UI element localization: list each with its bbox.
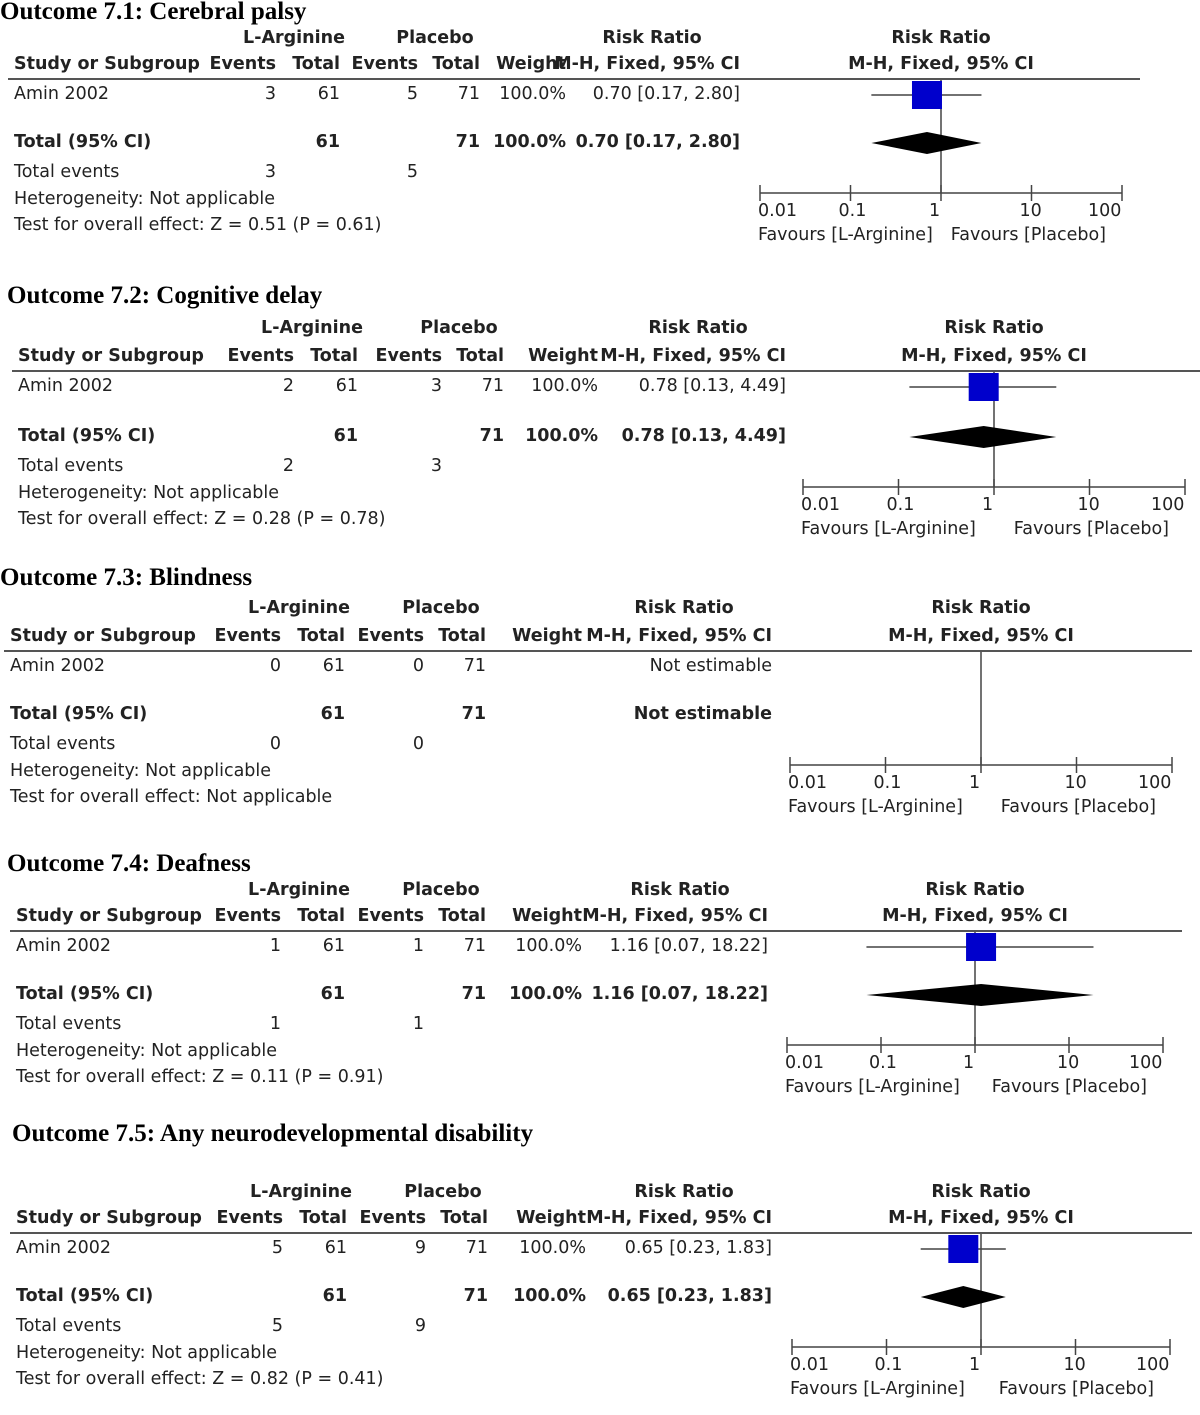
outcome-panel-2	[0, 282, 1200, 565]
exp-total-header: Total	[297, 626, 345, 646]
overall-effect-text: Test for overall effect: Not applicable	[10, 787, 333, 807]
ctrl-events-header: Events	[351, 54, 418, 74]
x-tick-label: 10	[1077, 495, 1100, 515]
study-exp-events: 0	[269, 656, 281, 676]
overall-effect-text: Test for overall effect: Z = 0.11 (P = 0.91)	[16, 1067, 384, 1087]
forest-rr-method-header: M-H, Fixed, 95% CI	[888, 626, 1074, 646]
rr-header: Risk Ratio	[630, 880, 730, 900]
total-events-exp: 3	[264, 162, 276, 182]
study-ctrl-events: 9	[414, 1238, 426, 1258]
total-events-label: Total events	[16, 1014, 122, 1034]
total-events-exp: 1	[269, 1014, 281, 1034]
forest-plot	[0, 1120, 1200, 1403]
forest-rr-method-header: M-H, Fixed, 95% CI	[882, 906, 1068, 926]
forest-rr-method-header: M-H, Fixed, 95% CI	[888, 1208, 1074, 1228]
study-ctrl-events: 1	[412, 936, 424, 956]
outcome-title: Outcome 7.2: Cognitive delay	[7, 282, 323, 309]
total-weight: 100.0%	[493, 132, 566, 152]
favours-left-label: Favours [L-Arginine]	[788, 797, 963, 817]
forest-rr-method-header: M-H, Fixed, 95% CI	[848, 54, 1034, 74]
study-exp-events: 5	[271, 1238, 283, 1258]
rr-method-header: M-H, Fixed, 95% CI	[554, 54, 740, 74]
x-tick-label: 10	[1057, 1053, 1080, 1073]
study-exp-events: 1	[269, 936, 281, 956]
favours-left-label: Favours [L-Arginine]	[790, 1379, 965, 1399]
ctrl-total-header: Total	[438, 906, 486, 926]
study-risk-ratio: Not estimable	[649, 656, 772, 676]
total-exp-total: 61	[322, 1286, 347, 1306]
outcome-panel-1	[0, 0, 1200, 281]
overall-effect-text: Test for overall effect: Z = 0.82 (P = 0.41)	[16, 1369, 384, 1389]
total-weight: 100.0%	[509, 984, 582, 1004]
study-exp-total: 61	[324, 1238, 347, 1258]
total-risk-ratio: 1.16 [0.07, 18.22]	[591, 984, 768, 1004]
rr-header: Risk Ratio	[634, 1182, 734, 1202]
total-events-label: Total events	[16, 1316, 122, 1336]
total-weight: 100.0%	[525, 426, 598, 446]
overall-effect-text: Test for overall effect: Z = 0.51 (P = 0.61)	[14, 215, 382, 235]
pooled-estimate-diamond	[909, 426, 1056, 448]
forest-rr-header: Risk Ratio	[931, 598, 1031, 618]
x-tick-label: 1	[969, 773, 981, 793]
outcome-title: Outcome 7.1: Cerebral palsy	[0, 0, 307, 25]
outcome-title: Outcome 7.3: Blindness	[0, 564, 253, 591]
weight-header: Weight	[496, 54, 566, 74]
total-ctrl-total: 71	[461, 984, 486, 1004]
rr-method-header: M-H, Fixed, 95% CI	[586, 626, 772, 646]
rr-header: Risk Ratio	[634, 598, 734, 618]
weight-header: Weight	[516, 1208, 586, 1228]
heterogeneity-text: Heterogeneity: Not applicable	[18, 483, 280, 503]
ctrl-events-header: Events	[357, 906, 424, 926]
rr-method-header: M-H, Fixed, 95% CI	[586, 1208, 772, 1228]
rr-method-header: M-H, Fixed, 95% CI	[600, 346, 786, 366]
study-ctrl-total: 71	[457, 84, 480, 104]
outcome-panel-3	[0, 564, 1200, 847]
x-tick-label: 10	[1064, 773, 1087, 793]
heterogeneity-text: Heterogeneity: Not applicable	[16, 1041, 278, 1061]
exp-events-header: Events	[214, 906, 281, 926]
favours-left-label: Favours [L-Arginine]	[801, 519, 976, 539]
study-risk-ratio: 0.65 [0.23, 1.83]	[624, 1238, 772, 1258]
study-name: Amin 2002	[16, 1238, 112, 1258]
total-ctrl-total: 71	[479, 426, 504, 446]
study-exp-total: 61	[322, 936, 345, 956]
total-risk-ratio: 0.70 [0.17, 2.80]	[575, 132, 740, 152]
x-tick-label: 100	[1088, 201, 1122, 221]
forest-rr-header: Risk Ratio	[944, 318, 1044, 338]
favours-left-label: Favours [L-Arginine]	[758, 225, 933, 245]
total-events-exp: 2	[282, 456, 294, 476]
total-events-label: Total events	[10, 734, 116, 754]
heterogeneity-text: Heterogeneity: Not applicable	[14, 189, 276, 209]
forest-rr-method-header: M-H, Fixed, 95% CI	[901, 346, 1087, 366]
weight-header: Weight	[512, 906, 582, 926]
total-events-label: Total events	[14, 162, 120, 182]
study-name: Amin 2002	[18, 376, 114, 396]
forest-rr-header: Risk Ratio	[931, 1182, 1031, 1202]
study-name: Amin 2002	[16, 936, 112, 956]
total-ctrl-total: 71	[461, 704, 486, 724]
x-tick-label: 0.01	[785, 1053, 824, 1073]
total-exp-total: 61	[320, 704, 345, 724]
total-events-exp: 0	[269, 734, 281, 754]
study-weight: 100.0%	[519, 1238, 586, 1258]
pooled-estimate-diamond	[921, 1286, 1006, 1308]
x-tick-label: 0.1	[874, 1355, 903, 1375]
pooled-estimate-diamond	[866, 984, 1093, 1006]
exp-total-header: Total	[310, 346, 358, 366]
ctrl-group-header: Placebo	[402, 598, 480, 618]
ctrl-total-header: Total	[456, 346, 504, 366]
exp-events-header: Events	[216, 1208, 283, 1228]
total-events-ctrl: 1	[412, 1014, 424, 1034]
x-tick-label: 10	[1019, 201, 1042, 221]
study-risk-ratio: 0.78 [0.13, 4.49]	[638, 376, 786, 396]
exp-events-header: Events	[214, 626, 281, 646]
weight-header: Weight	[528, 346, 598, 366]
overall-effect-text: Test for overall effect: Z = 0.28 (P = 0.78)	[18, 509, 386, 529]
exp-total-header: Total	[299, 1208, 347, 1228]
study-weight: 100.0%	[515, 936, 582, 956]
total-events-exp: 5	[271, 1316, 283, 1336]
study-risk-ratio: 0.70 [0.17, 2.80]	[592, 84, 740, 104]
pooled-estimate-diamond	[871, 132, 981, 154]
ctrl-group-header: Placebo	[420, 318, 498, 338]
study-point-estimate	[948, 1235, 978, 1263]
study-exp-events: 3	[264, 84, 276, 104]
total-exp-total: 61	[320, 984, 345, 1004]
study-column-header: Study or Subgroup	[16, 1208, 202, 1228]
rr-header: Risk Ratio	[602, 28, 702, 48]
exp-group-header: L-Arginine	[248, 880, 350, 900]
study-name: Amin 2002	[10, 656, 106, 676]
x-tick-label: 0.01	[790, 1355, 829, 1375]
x-tick-label: 0.01	[801, 495, 840, 515]
weight-header: Weight	[512, 626, 582, 646]
ctrl-events-header: Events	[357, 626, 424, 646]
total-exp-total: 61	[315, 132, 340, 152]
x-tick-label: 100	[1138, 773, 1172, 793]
study-ctrl-events: 3	[430, 376, 442, 396]
rr-method-header: M-H, Fixed, 95% CI	[582, 906, 768, 926]
total-label: Total (95% CI)	[18, 426, 156, 446]
heterogeneity-text: Heterogeneity: Not applicable	[16, 1343, 278, 1363]
rr-header: Risk Ratio	[648, 318, 748, 338]
x-tick-label: 0.01	[758, 201, 797, 221]
outcome-panel-4	[0, 850, 1200, 1133]
study-point-estimate	[966, 933, 996, 961]
total-label: Total (95% CI)	[16, 1286, 154, 1306]
total-events-ctrl: 3	[430, 456, 442, 476]
exp-total-header: Total	[292, 54, 340, 74]
exp-group-header: L-Arginine	[248, 598, 350, 618]
study-exp-total: 61	[335, 376, 358, 396]
heterogeneity-text: Heterogeneity: Not applicable	[10, 761, 272, 781]
total-label: Total (95% CI)	[16, 984, 154, 1004]
study-ctrl-total: 71	[463, 936, 486, 956]
study-column-header: Study or Subgroup	[16, 906, 202, 926]
total-exp-total: 61	[333, 426, 358, 446]
outcome-panel-5	[0, 1120, 1200, 1403]
x-tick-label: 100	[1136, 1355, 1170, 1375]
study-column-header: Study or Subgroup	[10, 626, 196, 646]
x-tick-label: 0.1	[873, 773, 902, 793]
exp-group-header: L-Arginine	[243, 28, 345, 48]
total-ctrl-total: 71	[463, 1286, 488, 1306]
favours-right-label: Favours [Placebo]	[998, 1379, 1154, 1399]
study-weight: 100.0%	[499, 84, 566, 104]
total-risk-ratio: 0.78 [0.13, 4.49]	[621, 426, 786, 446]
favours-right-label: Favours [Placebo]	[950, 225, 1106, 245]
total-weight: 100.0%	[513, 1286, 586, 1306]
total-label: Total (95% CI)	[14, 132, 152, 152]
ctrl-total-header: Total	[440, 1208, 488, 1228]
total-events-label: Total events	[18, 456, 124, 476]
ctrl-group-header: Placebo	[396, 28, 474, 48]
study-column-header: Study or Subgroup	[18, 346, 204, 366]
favours-right-label: Favours [Placebo]	[1013, 519, 1169, 539]
study-ctrl-events: 0	[412, 656, 424, 676]
x-tick-label: 100	[1151, 495, 1185, 515]
exp-total-header: Total	[297, 906, 345, 926]
outcome-title: Outcome 7.4: Deafness	[7, 850, 251, 877]
x-tick-label: 1	[982, 495, 994, 515]
study-exp-total: 61	[317, 84, 340, 104]
x-tick-label: 1	[963, 1053, 975, 1073]
favours-right-label: Favours [Placebo]	[991, 1077, 1147, 1097]
study-risk-ratio: 1.16 [0.07, 18.22]	[609, 936, 768, 956]
study-column-header: Study or Subgroup	[14, 54, 200, 74]
study-exp-events: 2	[282, 376, 294, 396]
x-tick-label: 0.1	[886, 495, 915, 515]
total-events-ctrl: 5	[406, 162, 418, 182]
total-events-ctrl: 0	[412, 734, 424, 754]
exp-group-header: L-Arginine	[261, 318, 363, 338]
study-weight: 100.0%	[531, 376, 598, 396]
total-label: Total (95% CI)	[10, 704, 148, 724]
study-exp-total: 61	[322, 656, 345, 676]
ctrl-total-header: Total	[432, 54, 480, 74]
x-tick-label: 1	[969, 1355, 981, 1375]
x-tick-label: 100	[1129, 1053, 1163, 1073]
study-point-estimate	[969, 373, 999, 401]
favours-right-label: Favours [Placebo]	[1000, 797, 1156, 817]
total-ctrl-total: 71	[455, 132, 480, 152]
study-ctrl-total: 71	[463, 656, 486, 676]
x-tick-label: 0.1	[869, 1053, 897, 1073]
total-risk-ratio: Not estimable	[633, 704, 772, 724]
exp-events-header: Events	[227, 346, 294, 366]
x-tick-label: 10	[1063, 1355, 1086, 1375]
study-ctrl-total: 71	[465, 1238, 488, 1258]
ctrl-events-header: Events	[359, 1208, 426, 1228]
exp-events-header: Events	[209, 54, 276, 74]
total-events-ctrl: 9	[414, 1316, 426, 1336]
ctrl-total-header: Total	[438, 626, 486, 646]
ctrl-group-header: Placebo	[402, 880, 480, 900]
study-name: Amin 2002	[14, 84, 110, 104]
study-ctrl-total: 71	[481, 376, 504, 396]
forest-rr-header: Risk Ratio	[891, 28, 991, 48]
study-ctrl-events: 5	[406, 84, 418, 104]
total-risk-ratio: 0.65 [0.23, 1.83]	[607, 1286, 772, 1306]
study-point-estimate	[912, 81, 942, 109]
outcome-title: Outcome 7.5: Any neurodevelopmental disability	[12, 1120, 534, 1147]
x-tick-label: 0.1	[838, 201, 867, 221]
favours-left-label: Favours [L-Arginine]	[785, 1077, 960, 1097]
exp-group-header: L-Arginine	[250, 1182, 352, 1202]
ctrl-events-header: Events	[375, 346, 442, 366]
forest-rr-header: Risk Ratio	[925, 880, 1025, 900]
x-tick-label: 1	[929, 201, 941, 221]
x-tick-label: 0.01	[788, 773, 827, 793]
ctrl-group-header: Placebo	[404, 1182, 482, 1202]
